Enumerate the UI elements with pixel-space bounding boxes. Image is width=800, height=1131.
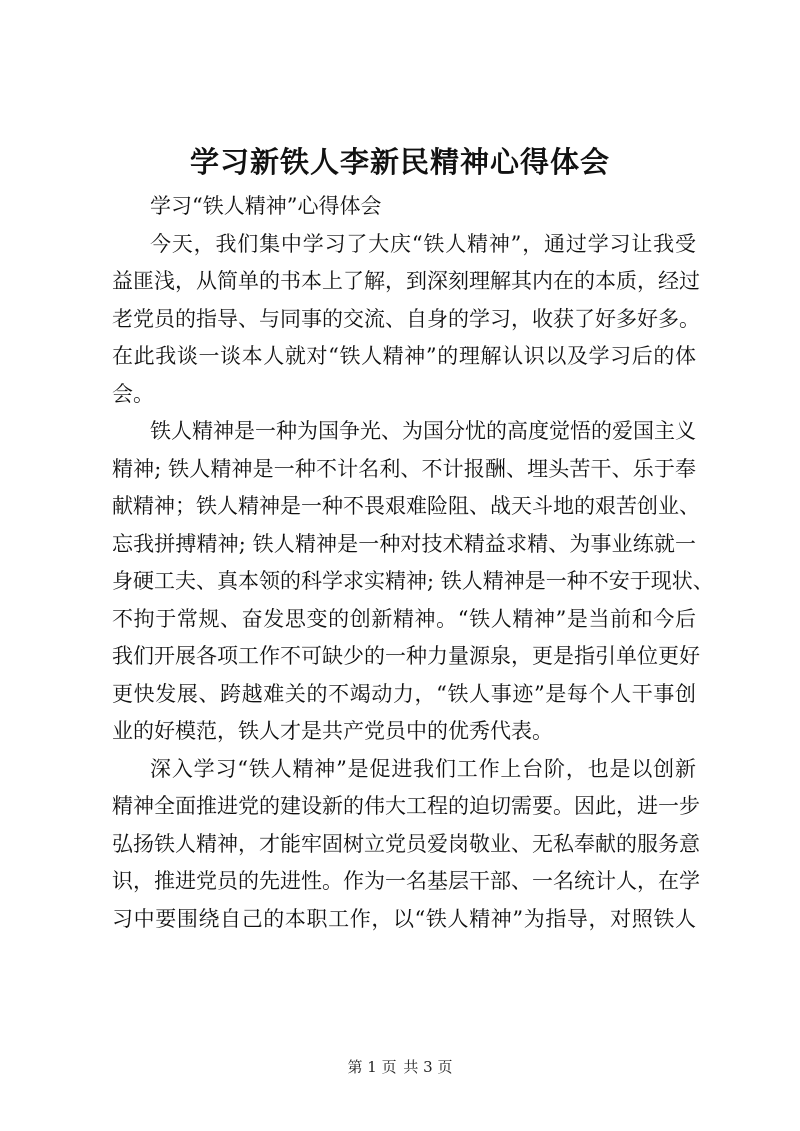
paragraph-line: 献精神；铁人精神是一种不畏艰难险阻、战天斗地的艰苦创业、 (112, 494, 700, 518)
page-footer (0, 1056, 800, 1078)
paragraph-line: 身硬工夫、真本领的科学求实精神; 铁人精神是一种不安于现状、 (112, 569, 714, 593)
paragraph-line: 精神; 铁人精神是一种不计名利、不计报酬、埋头苦干、乐于奉 (112, 456, 696, 481)
paragraph-line: 弘扬铁人精神，才能牢固树立党员爱岗敬业、无私奉献的服务意 (112, 831, 700, 856)
paragraph-line: 业的好模范，铁人才是共产党员中的优秀代表。 (112, 719, 553, 743)
paragraph-line: 习中要围绕自己的本职工作，以“铁人精神”为指导，对照铁人 (112, 906, 696, 931)
paragraph-line: 忘我拼搏精神; 铁人精神是一种对技术精益求精、为事业练就一 (112, 531, 696, 556)
paragraph-line: 在此我谈一谈本人就对“铁人精神”的理解认识以及学习后的体 (112, 344, 696, 368)
page-number: 第 1 页 (347, 1058, 397, 1076)
paragraph-line: 精神全面推进党的建设新的伟大工程的迫切需要。因此，进一步 (112, 794, 700, 818)
paragraph-line: 今天，我们集中学习了大庆“铁人精神”，通过学习让我受 (150, 231, 696, 256)
paragraph-line: 益匪浅，从简单的书本上了解，到深刻理解其内在的本质，经过 (112, 269, 700, 293)
subtitle-line: 学习“铁人精神”心得体会 (150, 194, 382, 218)
paragraph-line: 我们开展各项工作不可缺少的一种力量源泉，更是指引单位更好 (112, 644, 700, 668)
page-total: 共 3 页 (403, 1058, 453, 1076)
paragraph-line: 铁人精神是一种为国争光、为国分忧的高度觉悟的爱国主义 (150, 419, 696, 443)
paragraph-line: 会。 (112, 381, 154, 406)
paragraph-line: 老党员的指导、与同事的交流、自身的学习，收获了好多好多。 (112, 306, 700, 331)
paragraph-line: 深入学习“铁人精神”是促进我们工作上台阶，也是以创新 (150, 756, 696, 781)
paragraph-line: 更快发展、跨越难关的不竭动力，“铁人事迹”是每个人干事创 (112, 681, 696, 706)
paragraph-line: 不拘于常规、奋发思变的创新精神。“铁人精神”是当前和今后 (112, 606, 696, 631)
paragraph-line: 识，推进党员的先进性。作为一名基层干部、一名统计人，在学 (112, 869, 700, 893)
document-title: 学习新铁人李新民精神心得体会 (189, 145, 610, 179)
document-body (112, 188, 714, 938)
